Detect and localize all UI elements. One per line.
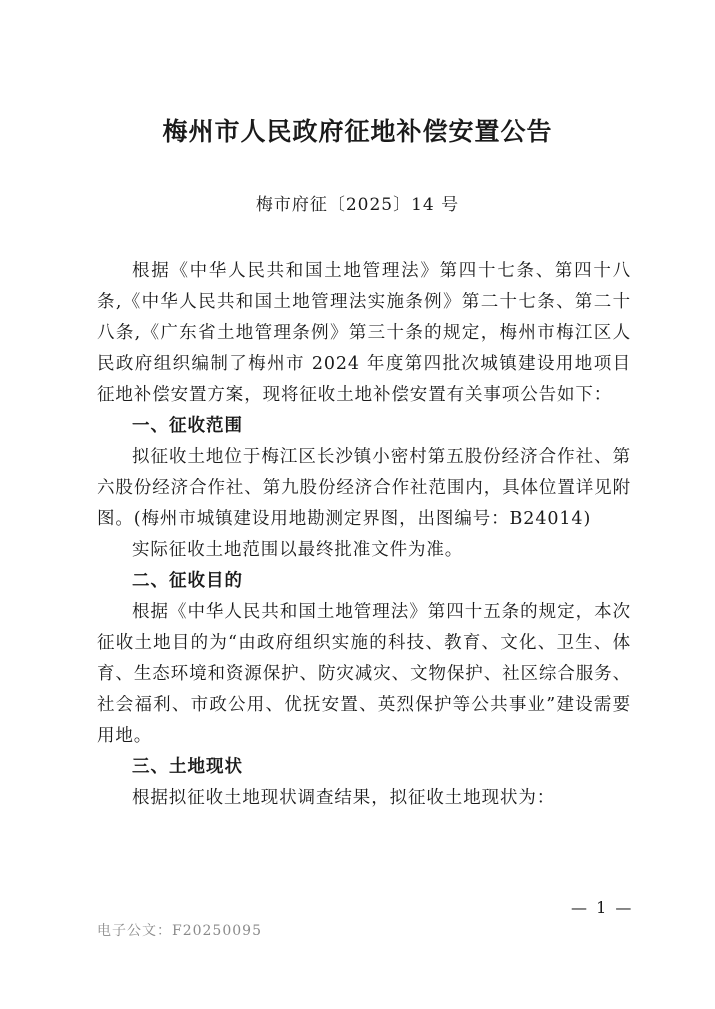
section-heading-status: 三、土地现状 <box>132 757 243 777</box>
intro-paragraph: 根据《中华人民共和国土地管理法》第四十七条、第四十八条,《中华人民共和国土地管理法实施条例》第二十七条、第二十八条,《广东省土地管理条例》第三十条的规定，梅州市梅江区人民政府组织编制了梅州市 2024 年度第四批次城镇建设用地项目征地补偿安置方案，现将征收土地补偿安置有关事项公告如下： <box>97 261 631 405</box>
document-number: 梅市府征〔2025〕14 号 <box>255 195 460 215</box>
document-title: 梅州市人民政府征地补偿安置公告 <box>162 117 553 146</box>
section-paragraph: 实际征收土地范围以最终批准文件为准。 <box>132 540 464 560</box>
section-paragraph: 根据拟征收土地现状调查结果，拟征收土地现状为： <box>132 788 556 808</box>
section-paragraph: 根据《中华人民共和国土地管理法》第四十五条的规定，本次征收土地目的为“由政府组织实施的科技、教育、文化、卫生、体育、生态环境和资源保护、防灾减灾、文物保护、社区综合服务、社会福利、市政公用、优抚安置、英烈保护等公共事业”建设需要用地。 <box>97 602 631 746</box>
electronic-document-id: 电子公文：F20250095 <box>97 923 262 939</box>
section-paragraph: 拟征收土地位于梅江区长沙镇小密村第五股份经济合作社、第六股份经济合作社、第九股份经济合作社范围内，具体位置详见附图。(梅州市城镇建设用地勘测定界图，出图编号：B24014) <box>97 447 631 529</box>
page-number: — 1 — <box>571 898 634 917</box>
document-body <box>97 256 631 814</box>
section-heading-scope: 一、征收范围 <box>132 416 243 436</box>
section-heading-purpose: 二、征收目的 <box>132 571 243 591</box>
